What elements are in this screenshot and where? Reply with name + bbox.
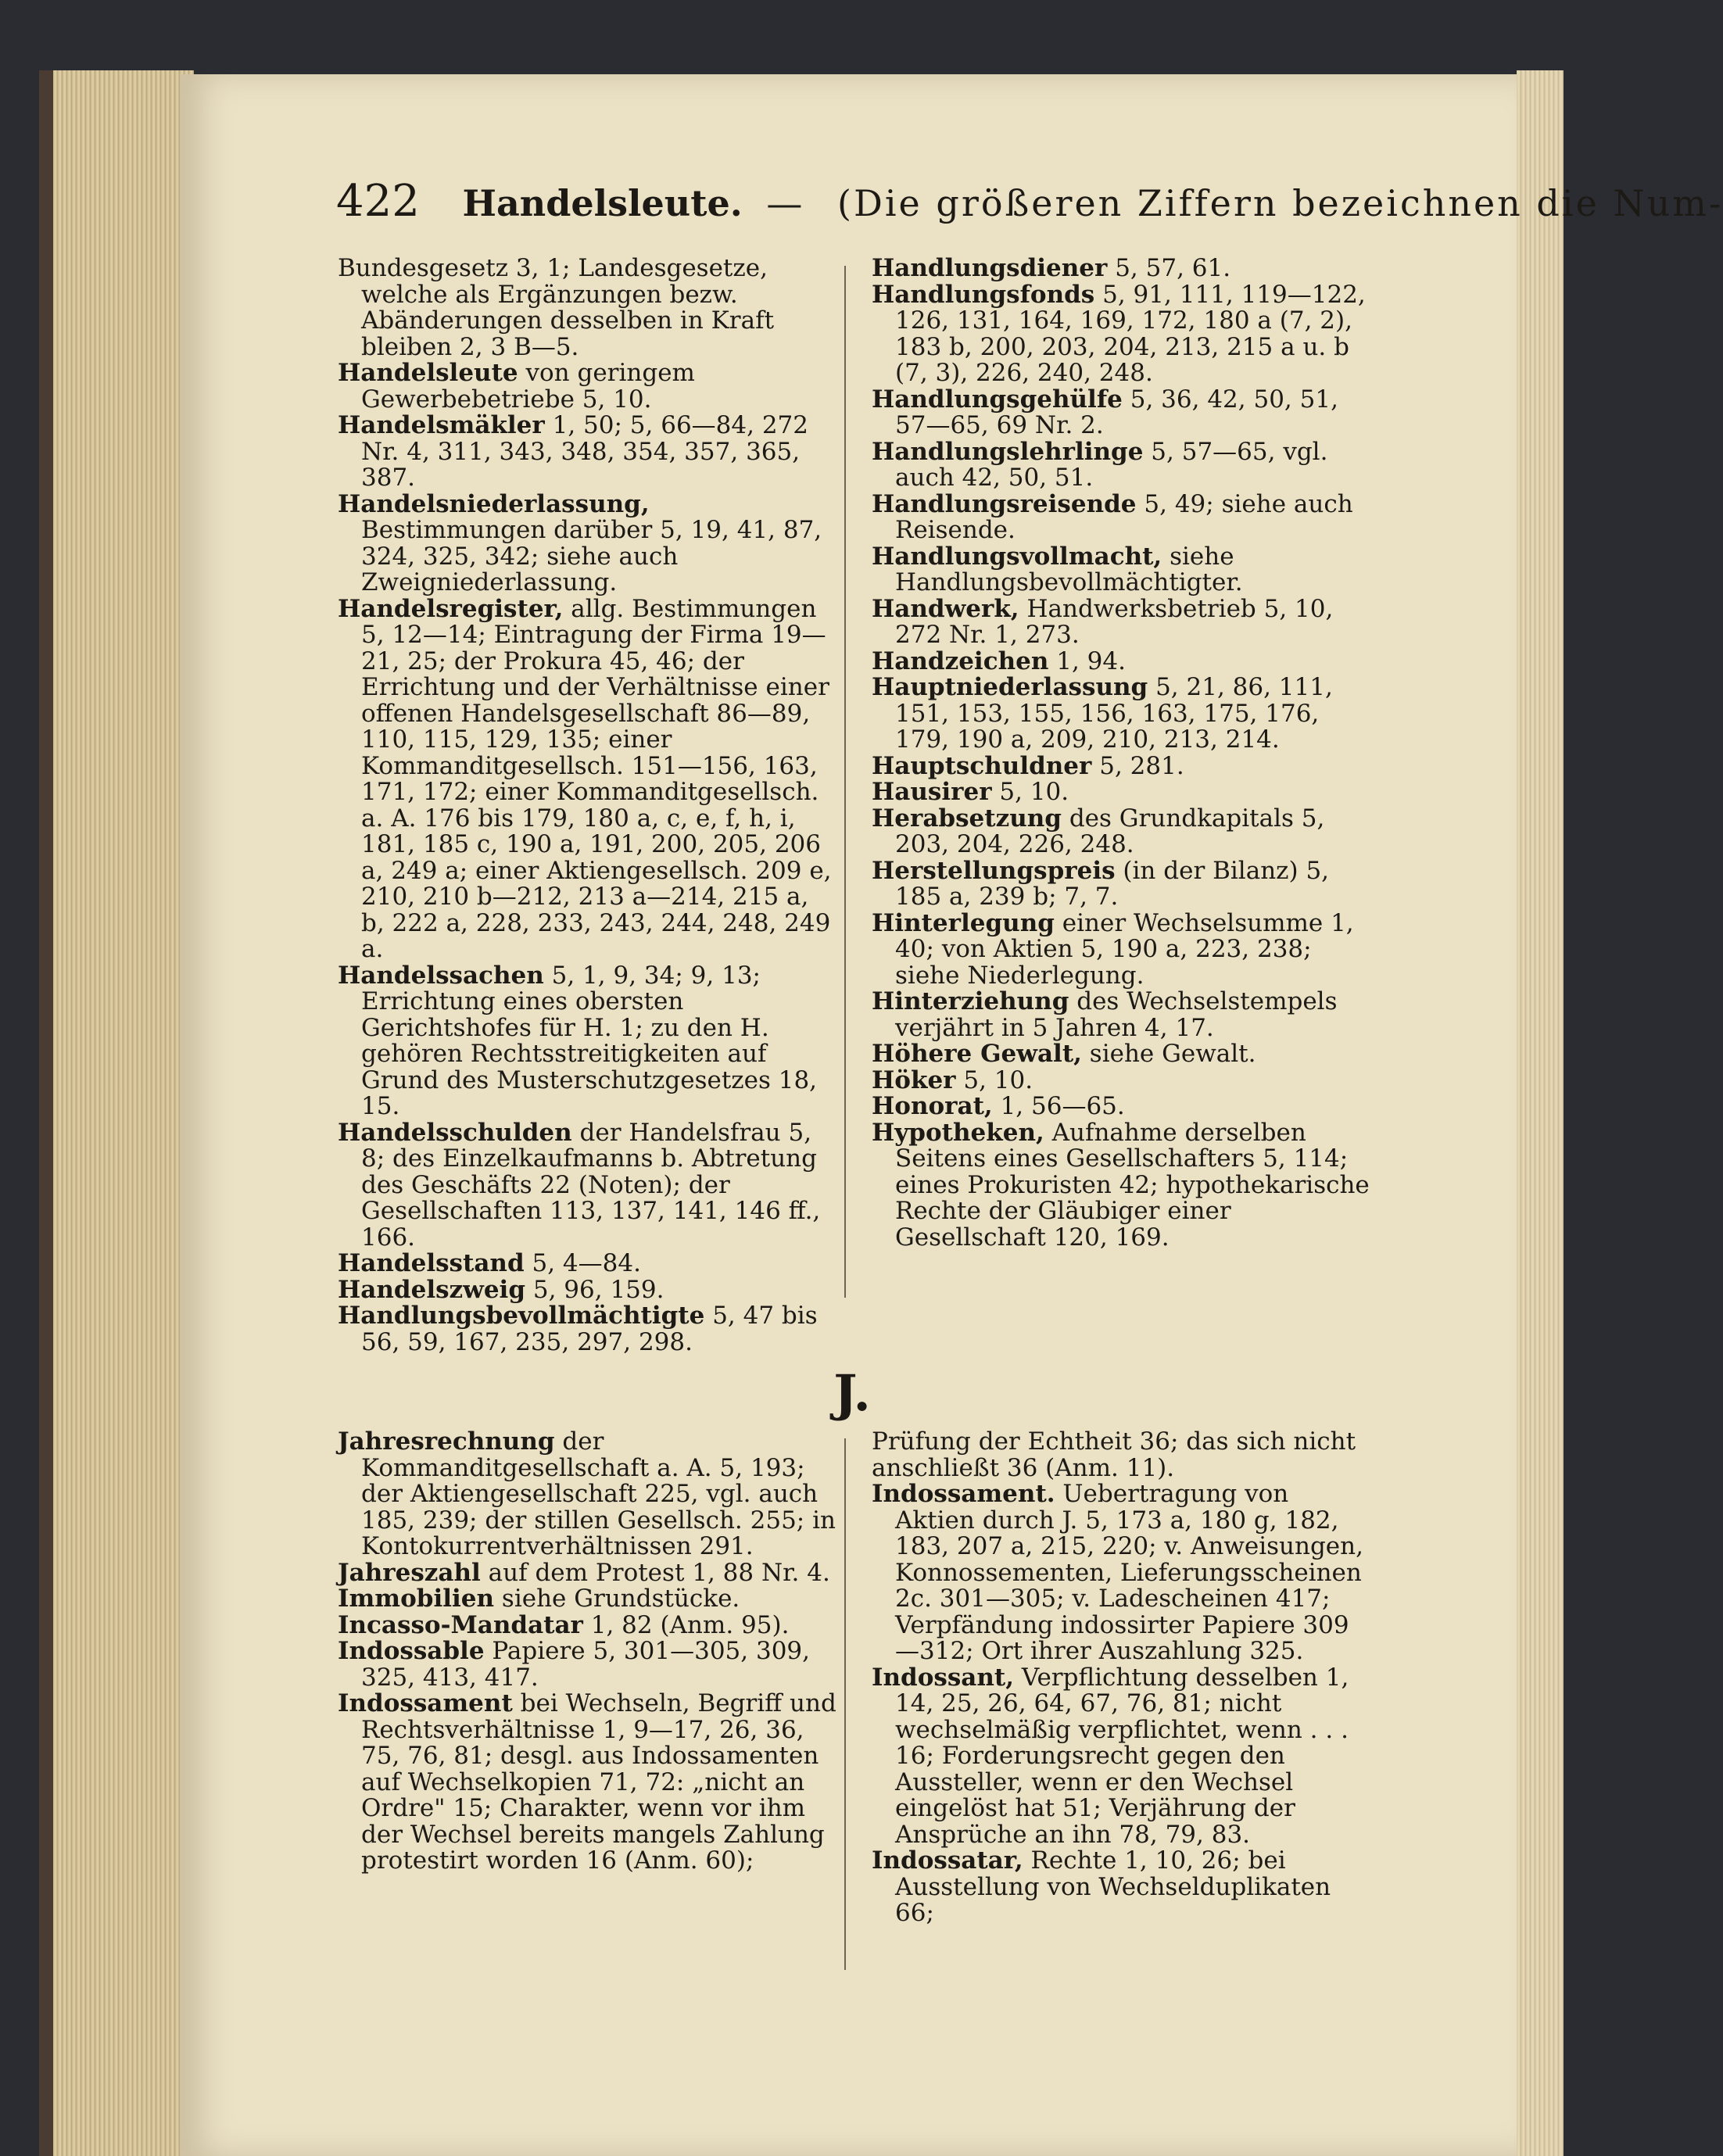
index-entry: Hausirer 5, 10. bbox=[872, 778, 1069, 806]
index-entry: Handelszweig 5, 96, 159. bbox=[338, 1275, 664, 1304]
index-column-lower-left bbox=[338, 1429, 838, 1875]
index-entry: Handelsmäkler 1, 50; 5, 66—84, 272 Nr. 4, 311, 343, 348, 354, 357, 365, 387. bbox=[338, 411, 808, 492]
index-entry: Bundesgesetz 3, 1; Landesgesetze, welche als Ergänzungen bezw. Abänderungen desselben in Kraft bleiben 2, 3 B—5. bbox=[338, 254, 775, 361]
index-entry: Handlungslehrlinge 5, 57—65, vgl. auch 42, 50, 51. bbox=[872, 437, 1328, 492]
index-entry: Hypotheken, Aufnahme derselben Seitens eines Gesellschafters 5, 114; eines Prokuristen 42; hypothekarische Rechte der Gläubiger einer Gesellschaft 120, 169. bbox=[872, 1118, 1370, 1252]
index-entry: Höker 5, 10. bbox=[872, 1065, 1033, 1094]
index-entry: Handlungsbevollmächtigte 5, 47 bis 56, 59, 167, 235, 297, 298. bbox=[338, 1302, 818, 1356]
index-entry: Höhere Gewalt, siehe Gewalt. bbox=[872, 1040, 1256, 1068]
index-entry: Handlungsfonds 5, 91, 111, 119—122, 126, 131, 164, 169, 172, 180 a (7, 2), 183 b, 200, 203, 204, 213, 215 a u. b (7, 3), 226, 240, 248. bbox=[872, 280, 1366, 387]
index-entry: Handelssachen 5, 1, 9, 34; 9, 13; Errichtung eines obersten Gerichtshofes für H. 1; zu den H. gehören Rechtsstreitigkeiten auf Grund des Musterschutzgesetzes 18, 15. bbox=[338, 961, 818, 1120]
page-header bbox=[336, 176, 1723, 231]
index-entry: Hauptniederlassung 5, 21, 86, 111, 151, 153, 155, 156, 163, 175, 176, 179, 190 a, 209, 210, 213, 214. bbox=[872, 673, 1333, 754]
column-divider-upper bbox=[844, 266, 846, 1298]
index-column-upper-right bbox=[872, 256, 1372, 1251]
index-entry: Incasso-Mandatar 1, 82 (Anm. 95). bbox=[338, 1610, 790, 1639]
book-page-edges-left bbox=[39, 70, 194, 2156]
index-entry: Honorat, 1, 56—65. bbox=[872, 1092, 1125, 1120]
running-title: Handelsleute. bbox=[462, 182, 743, 224]
index-entry: Immobilien siehe Grundstücke. bbox=[338, 1585, 740, 1613]
header-note: (Die größeren Ziffern bezeichnen die Num- bbox=[837, 182, 1723, 224]
index-entry: Handlungsdiener 5, 57, 61. bbox=[872, 254, 1231, 282]
index-entry: Handelsregister, allg. Bestimmungen 5, 12—14; Eintragung der Firma 19—21, 25; der Prokura 45, 46; der Errichtung und der Verhältnisse einer offenen Handelsgesellschaft 86—89, 110, 115, 129, 135; einer Kommanditgesellsch. 151—156, 163, 171, 172; einer Kommanditgesellsch. a. A. 176 bis 179, 180 a, c, e, f, h, i, 181, 185 c, 190 a, 191, 200, 205, 206 a, 249 a; einer Aktiengesellsch. 209 e, 210, 210 b—212, 213 a—214, 215 a, b, 222 a, 228, 233, 243, 244, 248, 249 a. bbox=[338, 594, 832, 963]
column-divider-lower bbox=[844, 1438, 846, 1970]
header-dash: — bbox=[766, 182, 803, 224]
index-entry: Hinterziehung des Wechselstempels verjährt in 5 Jahren 4, 17. bbox=[872, 987, 1338, 1042]
index-entry: Handlungsvollmacht, siehe Handlungsbevollmächtigter. bbox=[872, 542, 1243, 596]
index-entry: Prüfung der Echtheit 36; das sich nicht anschließt 36 (Anm. 11). bbox=[872, 1427, 1356, 1482]
index-entry: Herstellungspreis (in der Bilanz) 5, 185 a, 239 b; 7, 7. bbox=[872, 856, 1330, 911]
index-entry: Indossatar, Rechte 1, 10, 26; bei Ausstellung von Wechselduplikaten 66; bbox=[872, 1846, 1331, 1927]
index-entry: Indossable Papiere 5, 301—305, 309, 325, 413, 417. bbox=[338, 1637, 810, 1692]
index-entry: Hauptschuldner 5, 281. bbox=[872, 751, 1184, 780]
index-entry: Jahreszahl auf dem Protest 1, 88 Nr. 4. bbox=[338, 1558, 830, 1587]
section-letter-heading: J. bbox=[833, 1364, 871, 1423]
index-column-upper-left bbox=[338, 256, 838, 1356]
page-number: 422 bbox=[336, 176, 420, 227]
index-entry: Handwerk, Handwerksbetrieb 5, 10, 272 Nr. 1, 273. bbox=[872, 594, 1334, 649]
index-entry: Indossant, Verpflichtung desselben 1, 14, 25, 26, 64, 67, 76, 81; nicht wechselmäßig verpflichtet, wenn . . . 16; Forderungsrecht gegen den Aussteller, wenn er den Wechsel eingelöst hat 51; Verjährung der Ansprüche an ihn 78, 79, 83. bbox=[872, 1663, 1349, 1849]
index-entry: Herabsetzung des Grundkapitals 5, 203, 204, 226, 248. bbox=[872, 804, 1325, 858]
index-column-lower-right bbox=[872, 1429, 1372, 1927]
book-page-edges-right bbox=[1517, 70, 1564, 2156]
index-entry: Handelsleute von geringem Gewerbebetriebe 5, 10. bbox=[338, 359, 695, 414]
index-entry: Handelsschulden der Handelsfrau 5, 8; des Einzelkaufmanns b. Abtretung des Geschäfts 22 (Noten); der Gesellschaften 113, 137, 141, 146 ff., 166. bbox=[338, 1118, 821, 1252]
index-entry: Indossament. Uebertragung von Aktien durch J. 5, 173 a, 180 g, 182, 183, 207 a, 215, 220; v. Anweisungen, Konnossementen, Lieferungsscheinen 2c. 301—305; v. Ladescheinen 417; Verpfändung indossirter Papiere 309—312; Ort ihrer Auszahlung 325. bbox=[872, 1480, 1363, 1665]
index-entry: Handelsstand 5, 4—84. bbox=[338, 1249, 641, 1277]
index-entry: Hinterlegung einer Wechselsumme 1, 40; von Aktien 5, 190 a, 223, 238; siehe Niederlegung. bbox=[872, 908, 1354, 990]
index-entry: Handlungsreisende 5, 49; siehe auch Reisende. bbox=[872, 489, 1353, 544]
index-entry: Indossament bei Wechseln, Begriff und Rechtsverhältnisse 1, 9—17, 26, 36, 75, 76, 81; desgl. aus Indossamenten auf Wechselkopien 71, 72: „nicht an Ordre" 15; Charakter, wenn vor ihm der Wechsel bereits mangels Zahlung protestirt worden 16 (Anm. 60); bbox=[338, 1689, 836, 1875]
index-entry: Handelsniederlassung, Bestimmungen darüber 5, 19, 41, 87, 324, 325, 342; siehe auch Zweigniederlassung. bbox=[338, 489, 822, 596]
index-entry: Handzeichen 1, 94. bbox=[872, 646, 1126, 675]
index-entry: Jahresrechnung der Kommanditgesellschaft a. A. 5, 193; der Aktiengesellschaft 225, vgl. auch 185, 239; der stillen Gesellsch. 255; in Kontokurrentverhältnissen 291. bbox=[338, 1427, 836, 1560]
index-entry: Handlungsgehülfe 5, 36, 42, 50, 51, 57—65, 69 Nr. 2. bbox=[872, 385, 1338, 439]
